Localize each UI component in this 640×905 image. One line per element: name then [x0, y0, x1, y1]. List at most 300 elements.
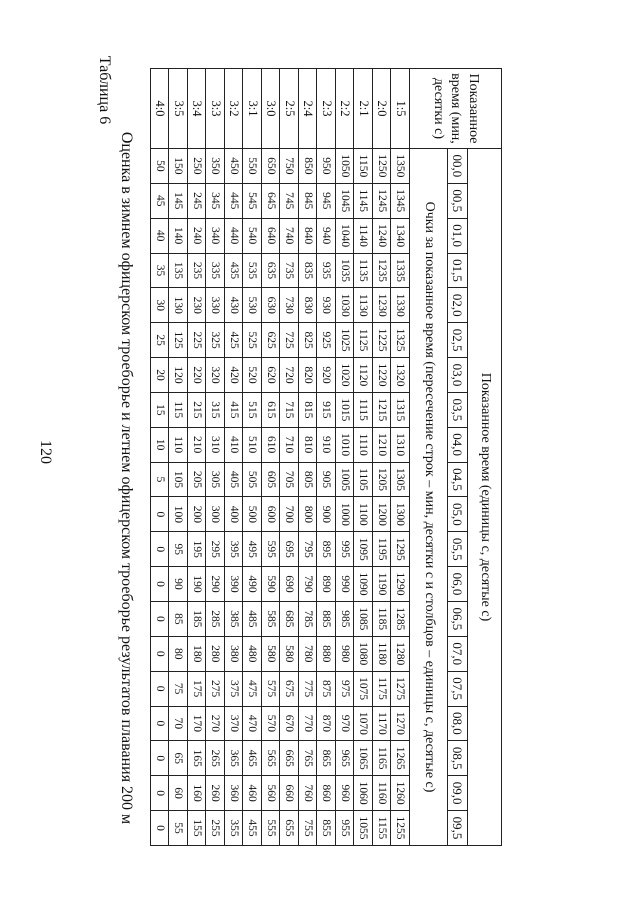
score-cell: 665 [280, 741, 299, 776]
score-cell: 880 [317, 636, 336, 671]
score-cell: 385 [225, 601, 244, 636]
table-row [206, 69, 225, 846]
score-cell: 540 [243, 218, 262, 253]
table-row [262, 69, 281, 846]
score-cell: 1250 [373, 149, 392, 184]
score-cell: 1290 [391, 567, 410, 602]
score-cell: 330 [206, 288, 225, 323]
score-cell: 1035 [336, 253, 355, 288]
score-cell: 420 [225, 358, 244, 393]
score-cell: 1080 [354, 636, 373, 671]
column-header: 09,5 [448, 811, 468, 846]
score-cell: 985 [336, 601, 355, 636]
time-header: Показанное время (единицы с, десятые с) [468, 149, 502, 846]
score-cell: 365 [225, 741, 244, 776]
score-cell: 1105 [354, 462, 373, 497]
row-label: 2:0 [373, 69, 392, 149]
score-cell: 1145 [354, 183, 373, 218]
score-cell: 605 [262, 462, 281, 497]
score-cell: 275 [206, 671, 225, 706]
score-cell: 980 [336, 636, 355, 671]
score-cell: 1125 [354, 323, 373, 358]
score-cell: 5 [151, 462, 170, 497]
score-cell: 1210 [373, 427, 392, 462]
score-cell: 770 [299, 706, 318, 741]
score-cell: 885 [317, 601, 336, 636]
score-cell: 1255 [391, 811, 410, 846]
score-cell: 740 [280, 218, 299, 253]
score-cell: 0 [151, 601, 170, 636]
table-row [391, 69, 410, 846]
score-cell: 1280 [391, 636, 410, 671]
score-cell: 1040 [336, 218, 355, 253]
score-cell: 1345 [391, 183, 410, 218]
score-cell: 350 [206, 149, 225, 184]
score-cell: 575 [262, 671, 281, 706]
score-cell: 85 [169, 601, 188, 636]
table-row [169, 69, 188, 846]
score-cell: 145 [169, 183, 188, 218]
row-label: 3:4 [188, 69, 207, 149]
score-cell: 480 [243, 636, 262, 671]
score-cell: 485 [243, 601, 262, 636]
score-cell: 1155 [373, 811, 392, 846]
row-label: 3:3 [206, 69, 225, 149]
score-cell: 530 [243, 288, 262, 323]
score-cell: 875 [317, 671, 336, 706]
table-body [151, 69, 410, 846]
score-cell: 620 [262, 358, 281, 393]
score-cell: 795 [299, 532, 318, 567]
score-cell: 745 [280, 183, 299, 218]
score-cell: 730 [280, 288, 299, 323]
score-cell: 445 [225, 183, 244, 218]
score-cell: 1245 [373, 183, 392, 218]
score-cell: 190 [188, 567, 207, 602]
score-cell: 820 [299, 358, 318, 393]
score-cell: 1010 [336, 427, 355, 462]
score-cell: 160 [188, 776, 207, 811]
score-cell: 1140 [354, 218, 373, 253]
row-header: Показанное время (мин, десятки с) [410, 69, 502, 149]
score-cell: 65 [169, 741, 188, 776]
score-cell: 1300 [391, 497, 410, 532]
score-cell: 905 [317, 462, 336, 497]
row-label: 3:1 [243, 69, 262, 149]
score-cell: 700 [280, 497, 299, 532]
score-cell: 70 [169, 706, 188, 741]
score-cell: 955 [336, 811, 355, 846]
score-cell: 555 [262, 811, 281, 846]
table-row [188, 69, 207, 846]
score-cell: 1005 [336, 462, 355, 497]
score-cell: 845 [299, 183, 318, 218]
score-cell: 920 [317, 358, 336, 393]
score-cell: 140 [169, 218, 188, 253]
table-row [317, 69, 336, 846]
score-cell: 815 [299, 392, 318, 427]
score-cell: 1305 [391, 462, 410, 497]
score-cell: 1320 [391, 358, 410, 393]
score-cell: 235 [188, 253, 207, 288]
column-header: 00,0 [448, 149, 468, 184]
score-cell: 1185 [373, 601, 392, 636]
score-cell: 225 [188, 323, 207, 358]
score-cell: 645 [262, 183, 281, 218]
score-cell: 1055 [354, 811, 373, 846]
score-cell: 1000 [336, 497, 355, 532]
score-cell: 40 [151, 218, 170, 253]
score-cell: 950 [317, 149, 336, 184]
score-cell: 310 [206, 427, 225, 462]
score-cell: 195 [188, 532, 207, 567]
score-cell: 1260 [391, 776, 410, 811]
row-label: 3:0 [262, 69, 281, 149]
score-cell: 710 [280, 427, 299, 462]
score-cell: 975 [336, 671, 355, 706]
score-cell: 1180 [373, 636, 392, 671]
score-cell: 210 [188, 427, 207, 462]
score-cell: 1150 [354, 149, 373, 184]
score-cell: 1200 [373, 497, 392, 532]
score-cell: 1095 [354, 532, 373, 567]
score-cell: 1205 [373, 462, 392, 497]
score-cell: 650 [262, 149, 281, 184]
score-cell: 600 [262, 497, 281, 532]
score-cell: 285 [206, 601, 225, 636]
score-cell: 1020 [336, 358, 355, 393]
score-cell: 345 [206, 183, 225, 218]
score-cell: 1265 [391, 741, 410, 776]
score-cell: 1225 [373, 323, 392, 358]
score-cell: 825 [299, 323, 318, 358]
score-cell: 930 [317, 288, 336, 323]
score-cell: 1170 [373, 706, 392, 741]
score-cell: 1165 [373, 741, 392, 776]
score-cell: 715 [280, 392, 299, 427]
score-cell: 900 [317, 497, 336, 532]
score-cell: 750 [280, 149, 299, 184]
score-cell: 1240 [373, 218, 392, 253]
score-cell: 1075 [354, 671, 373, 706]
score-cell: 1050 [336, 149, 355, 184]
score-cell: 495 [243, 532, 262, 567]
score-cell: 595 [262, 532, 281, 567]
score-cell: 1335 [391, 253, 410, 288]
score-cell: 500 [243, 497, 262, 532]
score-cell: 585 [262, 601, 281, 636]
score-cell: 1195 [373, 532, 392, 567]
score-cell: 375 [225, 671, 244, 706]
score-cell: 400 [225, 497, 244, 532]
score-cell: 1065 [354, 741, 373, 776]
column-header: 00,5 [448, 183, 468, 218]
score-cell: 1315 [391, 392, 410, 427]
score-cell: 180 [188, 636, 207, 671]
score-cell: 1030 [336, 288, 355, 323]
score-cell: 960 [336, 776, 355, 811]
score-cell: 395 [225, 532, 244, 567]
score-cell: 1045 [336, 183, 355, 218]
score-cell: 75 [169, 671, 188, 706]
score-cell: 640 [262, 218, 281, 253]
score-cell: 1220 [373, 358, 392, 393]
score-cell: 475 [243, 671, 262, 706]
score-cell: 1325 [391, 323, 410, 358]
score-cell: 360 [225, 776, 244, 811]
score-cell: 505 [243, 462, 262, 497]
score-cell: 780 [299, 636, 318, 671]
score-cell: 0 [151, 497, 170, 532]
column-header: 06,0 [448, 567, 468, 602]
column-header: 07,5 [448, 671, 468, 706]
score-cell: 155 [188, 811, 207, 846]
score-cell: 545 [243, 183, 262, 218]
score-cell: 655 [280, 811, 299, 846]
column-header: 08,5 [448, 741, 468, 776]
score-cell: 995 [336, 532, 355, 567]
column-header: 05,0 [448, 497, 468, 532]
score-cell: 240 [188, 218, 207, 253]
score-cell: 115 [169, 392, 188, 427]
score-cell: 670 [280, 706, 299, 741]
score-cell: 1110 [354, 427, 373, 462]
score-cell: 890 [317, 567, 336, 602]
score-cell: 205 [188, 462, 207, 497]
score-cell: 50 [151, 149, 170, 184]
score-cell: 290 [206, 567, 225, 602]
score-cell: 1120 [354, 358, 373, 393]
score-cell: 1190 [373, 567, 392, 602]
score-cell: 835 [299, 253, 318, 288]
score-cell: 1235 [373, 253, 392, 288]
score-cell: 675 [280, 671, 299, 706]
score-cell: 1230 [373, 288, 392, 323]
score-cell: 1160 [373, 776, 392, 811]
column-header: 04,5 [448, 462, 468, 497]
score-cell: 100 [169, 497, 188, 532]
table-row [280, 69, 299, 846]
column-header: 05,5 [448, 532, 468, 567]
score-cell: 580 [280, 636, 299, 671]
score-cell: 1115 [354, 392, 373, 427]
score-cell: 120 [169, 358, 188, 393]
score-cell: 1015 [336, 392, 355, 427]
score-cell: 940 [317, 218, 336, 253]
score-cell: 1330 [391, 288, 410, 323]
column-header: 01,0 [448, 218, 468, 253]
score-cell: 260 [206, 776, 225, 811]
score-cell: 760 [299, 776, 318, 811]
score-cell: 125 [169, 323, 188, 358]
score-cell: 1085 [354, 601, 373, 636]
score-cell: 465 [243, 741, 262, 776]
column-header: 01,5 [448, 253, 468, 288]
results-table-frame [150, 68, 502, 846]
score-cell: 1275 [391, 671, 410, 706]
column-header: 07,0 [448, 636, 468, 671]
score-cell: 415 [225, 392, 244, 427]
score-cell: 230 [188, 288, 207, 323]
score-cell: 570 [262, 706, 281, 741]
score-cell: 315 [206, 392, 225, 427]
table-row [225, 69, 244, 846]
row-label: 1:5 [391, 69, 410, 149]
score-cell: 45 [151, 183, 170, 218]
score-cell: 185 [188, 601, 207, 636]
score-cell: 425 [225, 323, 244, 358]
score-cell: 945 [317, 183, 336, 218]
score-cell: 1285 [391, 601, 410, 636]
table-row [151, 69, 170, 846]
score-cell: 590 [262, 567, 281, 602]
score-cell: 55 [169, 811, 188, 846]
score-cell: 625 [262, 323, 281, 358]
score-cell: 520 [243, 358, 262, 393]
table-row [243, 69, 262, 846]
score-cell: 705 [280, 462, 299, 497]
score-cell: 60 [169, 776, 188, 811]
score-cell: 800 [299, 497, 318, 532]
score-cell: 335 [206, 253, 225, 288]
score-cell: 0 [151, 567, 170, 602]
score-cell: 340 [206, 218, 225, 253]
score-cell: 200 [188, 497, 207, 532]
score-cell: 175 [188, 671, 207, 706]
score-cell: 775 [299, 671, 318, 706]
score-cell: 130 [169, 288, 188, 323]
score-cell: 685 [280, 601, 299, 636]
score-cell: 0 [151, 776, 170, 811]
score-cell: 25 [151, 323, 170, 358]
page-number: 120 [37, 440, 54, 464]
score-cell: 405 [225, 462, 244, 497]
column-header: 06,5 [448, 601, 468, 636]
score-cell: 660 [280, 776, 299, 811]
score-cell: 725 [280, 323, 299, 358]
column-header: 02,5 [448, 323, 468, 358]
score-cell: 840 [299, 218, 318, 253]
score-cell: 1270 [391, 706, 410, 741]
score-cell: 510 [243, 427, 262, 462]
score-cell: 430 [225, 288, 244, 323]
score-cell: 535 [243, 253, 262, 288]
score-cell: 355 [225, 811, 244, 846]
score-cell: 170 [188, 706, 207, 741]
score-cell: 755 [299, 811, 318, 846]
score-cell: 300 [206, 497, 225, 532]
score-cell: 0 [151, 636, 170, 671]
score-cell: 515 [243, 392, 262, 427]
score-cell: 990 [336, 567, 355, 602]
score-cell: 455 [243, 811, 262, 846]
score-cell: 220 [188, 358, 207, 393]
score-cell: 830 [299, 288, 318, 323]
column-header: 08,0 [448, 706, 468, 741]
score-cell: 610 [262, 427, 281, 462]
score-cell: 280 [206, 636, 225, 671]
score-cell: 90 [169, 567, 188, 602]
score-cell: 720 [280, 358, 299, 393]
score-cell: 490 [243, 567, 262, 602]
score-cell: 810 [299, 427, 318, 462]
score-cell: 790 [299, 567, 318, 602]
score-cell: 305 [206, 462, 225, 497]
score-cell: 1310 [391, 427, 410, 462]
score-cell: 135 [169, 253, 188, 288]
score-cell: 855 [317, 811, 336, 846]
score-cell: 765 [299, 741, 318, 776]
score-cell: 850 [299, 149, 318, 184]
score-cell: 150 [169, 149, 188, 184]
score-cell: 30 [151, 288, 170, 323]
score-cell: 80 [169, 636, 188, 671]
score-cell: 0 [151, 741, 170, 776]
score-cell: 0 [151, 532, 170, 567]
score-cell: 410 [225, 427, 244, 462]
score-cell: 20 [151, 358, 170, 393]
table-label: Таблица 6 [96, 55, 113, 125]
table-row [354, 69, 373, 846]
score-cell: 10 [151, 427, 170, 462]
score-cell: 550 [243, 149, 262, 184]
score-cell: 325 [206, 323, 225, 358]
score-cell: 255 [206, 811, 225, 846]
score-cell: 165 [188, 741, 207, 776]
score-cell: 15 [151, 392, 170, 427]
score-cell: 320 [206, 358, 225, 393]
score-cell: 690 [280, 567, 299, 602]
score-cell: 470 [243, 706, 262, 741]
score-cell: 735 [280, 253, 299, 288]
score-cell: 370 [225, 706, 244, 741]
score-cell: 785 [299, 601, 318, 636]
points-header: Очки за показанное время (пересечение строк – мин, десятки с и столбцов – единицы с, десятые с) [410, 149, 448, 846]
score-cell: 1130 [354, 288, 373, 323]
score-cell: 105 [169, 462, 188, 497]
score-cell: 965 [336, 741, 355, 776]
row-label: 2:2 [336, 69, 355, 149]
score-cell: 1070 [354, 706, 373, 741]
score-cell: 390 [225, 567, 244, 602]
score-cell: 435 [225, 253, 244, 288]
row-label: 2:3 [317, 69, 336, 149]
score-cell: 865 [317, 741, 336, 776]
column-header: 02,0 [448, 288, 468, 323]
score-cell: 0 [151, 706, 170, 741]
table-title: Оценка в зимнем офицерском троеборье и летнем офицерском троеборье результатов плавания 200 м [118, 131, 135, 825]
row-label: 3:5 [169, 69, 188, 149]
score-cell: 0 [151, 811, 170, 846]
score-cell: 215 [188, 392, 207, 427]
score-cell: 870 [317, 706, 336, 741]
column-header: 09,0 [448, 776, 468, 811]
score-cell: 1295 [391, 532, 410, 567]
row-label: 3:2 [225, 69, 244, 149]
score-cell: 560 [262, 776, 281, 811]
score-cell: 580 [262, 636, 281, 671]
score-cell: 565 [262, 741, 281, 776]
score-cell: 380 [225, 636, 244, 671]
score-cell: 1350 [391, 149, 410, 184]
score-cell: 860 [317, 776, 336, 811]
score-cell: 1060 [354, 776, 373, 811]
score-cell: 805 [299, 462, 318, 497]
score-cell: 1090 [354, 567, 373, 602]
score-cell: 1100 [354, 497, 373, 532]
score-cell: 0 [151, 671, 170, 706]
score-cell: 295 [206, 532, 225, 567]
